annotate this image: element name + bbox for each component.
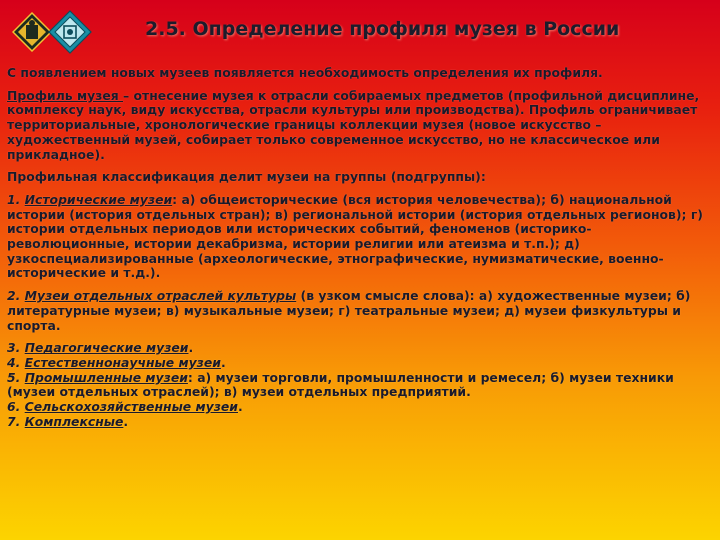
group-1 [7, 193, 707, 281]
group-3-name: Педагогические музеи [24, 340, 189, 356]
group-6 [7, 400, 707, 415]
profile-definition-text: – отнесение музея к отрасли собираемых предметов (профильной дисциплине, комплексу наук, виду искусства, отрасли культуры или производства). Профиль ограничивает территориальные, хронологические границы коллекции музея (новое искусство – художественный музей, собирает только современное искусство, но не классическое или прикладное). [7, 87, 700, 162]
group-7 [7, 415, 707, 430]
group-4 [7, 356, 707, 371]
emblem-icon [48, 10, 92, 54]
group-2-number: 2. [7, 288, 25, 304]
groups-list [7, 341, 707, 429]
group-2-text: (в узком смысле слова): а) художественные музеи; б) литературные музеи; в) музыкальные музеи; г) театральные музеи; д) музеи физкультуры и спорта. [7, 288, 691, 333]
group-6-number: 6. [7, 399, 25, 415]
group-7-number: 7. [7, 413, 25, 429]
group-5 [7, 371, 707, 400]
profile-definition [7, 89, 707, 163]
group-7-name: Комплексные [24, 413, 124, 429]
group-1-name: Исторические музеи [24, 191, 173, 207]
group-3 [7, 341, 707, 356]
group-4-number: 4. [7, 354, 25, 370]
group-3-number: 3. [7, 340, 25, 356]
page-title: 2.5. Определение профиля музея в России [145, 18, 620, 40]
group-5-text: : а) музеи торговли, промышленности и ремесел; б) музеи техники (музеи отдельных отраслей); в) музеи отдельных предприятий. [7, 369, 674, 400]
group-4-text: . [220, 354, 226, 370]
group-5-number: 5. [7, 369, 25, 385]
group-7-text: . [123, 413, 129, 429]
group-4-name: Естественнонаучные музеи [24, 354, 221, 370]
group-6-name: Сельскохозяйственные музеи [24, 399, 238, 415]
group-2 [7, 289, 707, 333]
classification-intro: Профильная классификация делит музеи на группы (подгруппы): [7, 169, 486, 185]
profile-term: Профиль музея [7, 87, 124, 103]
group-1-number: 1. [7, 191, 25, 207]
intro-paragraph: С появлением новых музеев появляется необходимость определения их профиля. [7, 65, 603, 80]
main-content [7, 66, 707, 429]
group-5-name: Промышленные музеи [24, 369, 188, 385]
header-logos [12, 6, 92, 60]
group-6-text: . [237, 399, 243, 415]
group-3-text: . [188, 340, 194, 356]
group-1-text: : а) общеисторические (вся история человечества); б) национальной истории (история отдельных стран); в) региональной истории (история отдельных регионов); г) истории отдельных периодов или исторических событий, феноменов (историко-революционные, истории декабризма, истории религии или атеизма и т.п.); д) узкоспециализированные (археологические, этнографические, нумизматические, военно-исторические и т.д.). [7, 191, 703, 281]
museum-logo-icon [12, 12, 52, 52]
group-2-name: Музеи отдельных отраслей культуры [24, 288, 297, 304]
